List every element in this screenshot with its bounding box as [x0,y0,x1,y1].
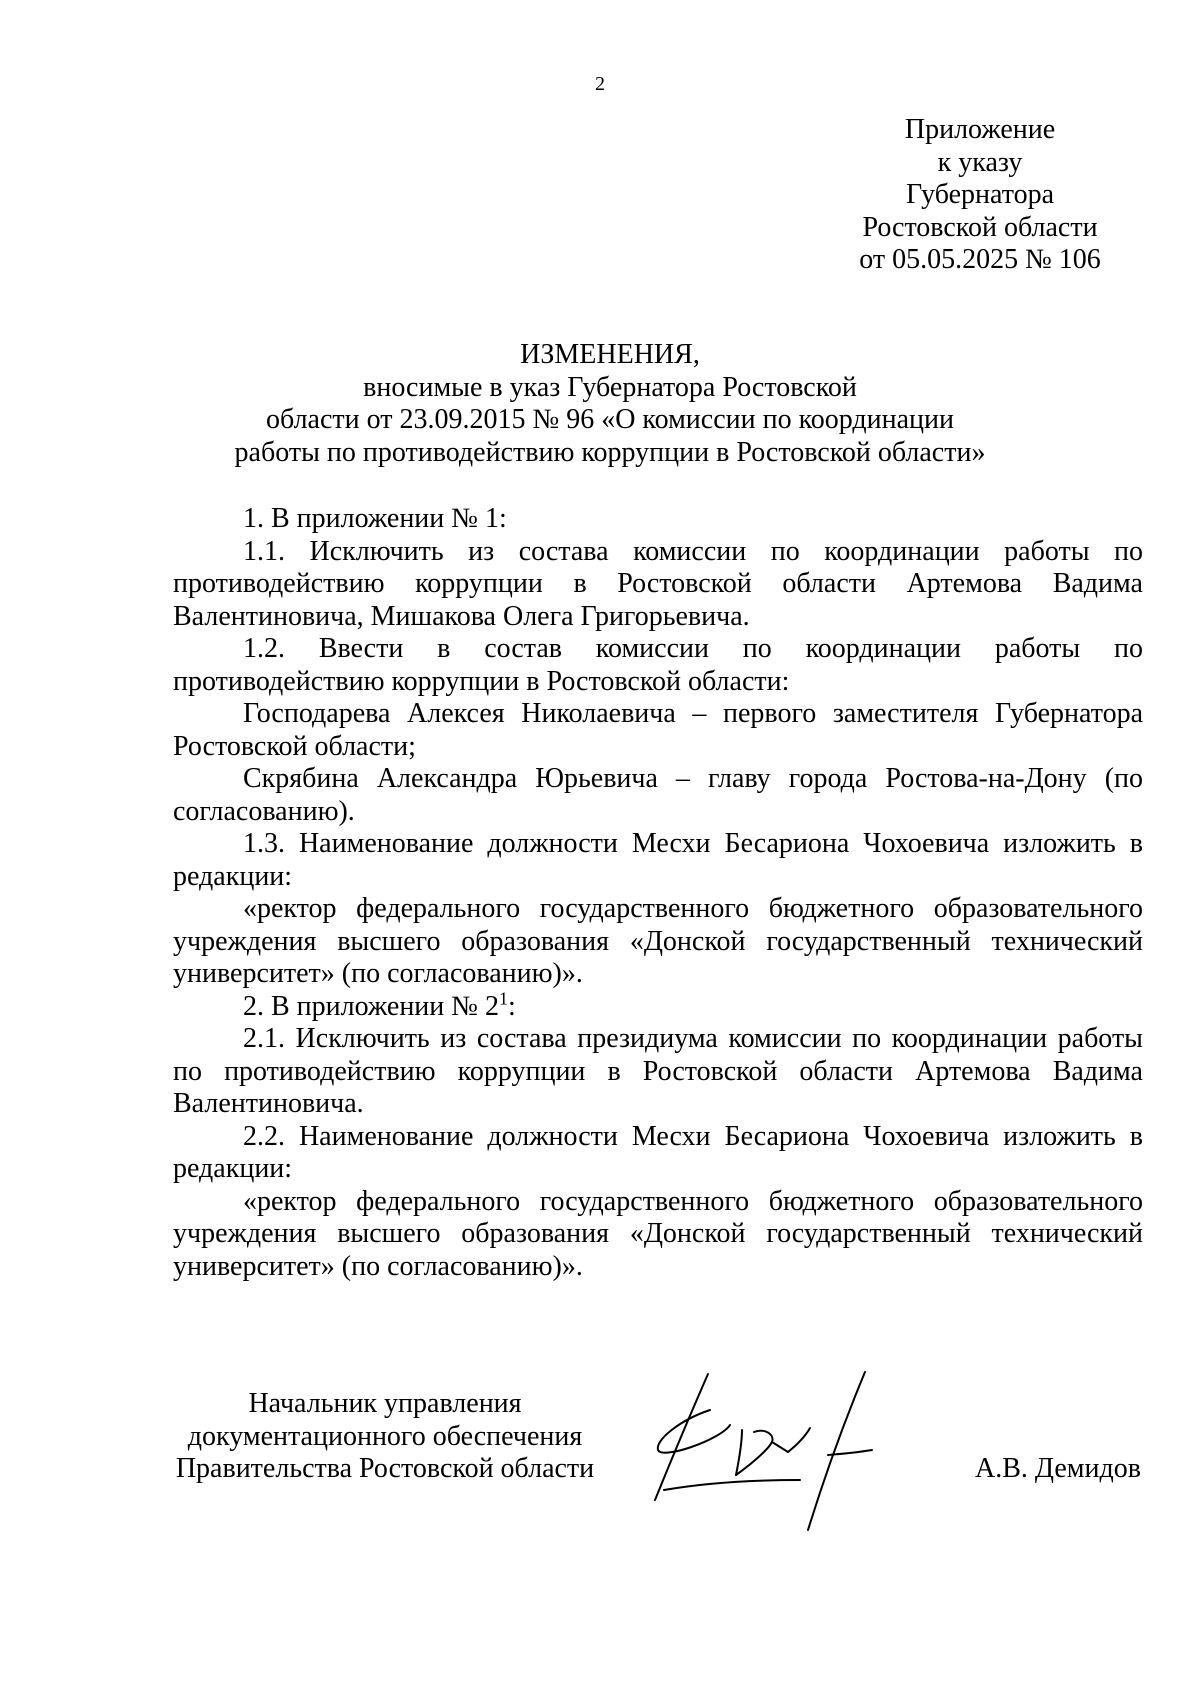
paragraph-2 [173,988,1143,1024]
paragraph-2-text: 2. В приложении № 2 [243,990,499,1022]
heading-line: области от 23.09.2015 № 96 «О комиссии по координации [266,404,954,435]
signer-name: А.В. Демидов [975,1453,1141,1484]
heading-line: работы по противодействию коррупции в Ростовской области» [234,436,986,468]
handwritten-signature [650,1370,940,1540]
paragraph-2-2-a: «ректор федерального государственного бюджетного образовательного учреждения высшего образования «Донской государственный технический университет» (по согласованию)». [173,1185,1143,1282]
signer-title [160,1388,610,1486]
signer-title-line: Начальник управления [248,1388,522,1419]
paragraph-2-1: 2.1. Исключить из состава президиума комиссии по координации работы по противодействию коррупции в Ростовской области Артемова Вадима Валентиновича. [173,1023,1143,1119]
appendix-line: Губернатора [905,179,1055,210]
appendix-line: Приложение [904,114,1056,145]
document-heading [160,339,1060,469]
paragraph-1-1: 1.1. Исключить из состава комиссии по координации работы по противодействию коррупции в Ростовской области Артемова Вадима Валентиновича, Мишакова Олега Григорьевича. [173,535,1143,632]
appendix-line: к указу [937,146,1023,178]
appendix-line: от 05.05.2025 № 106 [859,244,1101,275]
paragraph-2-2: 2.2. Наименование должности Месхи Бесариона Чохоевича изложить в редакции: [173,1120,1143,1184]
page-number: 2 [595,73,605,95]
paragraph-1: 1. В приложении № 1: [243,503,507,534]
paragraph-2-colon: : [508,990,516,1022]
signer-title-line: документационного обеспечения [187,1420,583,1452]
paragraph-1-2-a: Господарева Алексея Николаевича – первого заместителя Губернатора Ростовской области; [173,698,1143,762]
paragraph-1-2: 1.2. Ввести в состав комиссии по координации работы по противодействию коррупции в Ростовской области: [173,633,1143,697]
paragraph-1-3: 1.3. Наименование должности Месхи Бесариона Чохоевича изложить в редакции: [173,828,1143,892]
heading-line: вносимые в указ Губернатора Ростовской [363,371,857,403]
paragraph-1-2-b: Скрябина Александра Юрьевича – главу города Ростова-на-Дону (по согласованию). [173,763,1143,827]
appendix-line: Ростовской области [862,211,1098,243]
appendix-block [830,114,1130,277]
paragraph-1-3-a: «ректор федерального государственного бюджетного образовательного учреждения высшего образования «Донской государственный технический университет» (по согласованию)». [173,893,1143,989]
superscript: 1 [499,988,508,1009]
document-body [173,503,1143,1283]
signer-title-line: Правительства Ростовской области [175,1453,595,1484]
heading-title: ИЗМЕНЕНИЯ, [520,339,700,370]
